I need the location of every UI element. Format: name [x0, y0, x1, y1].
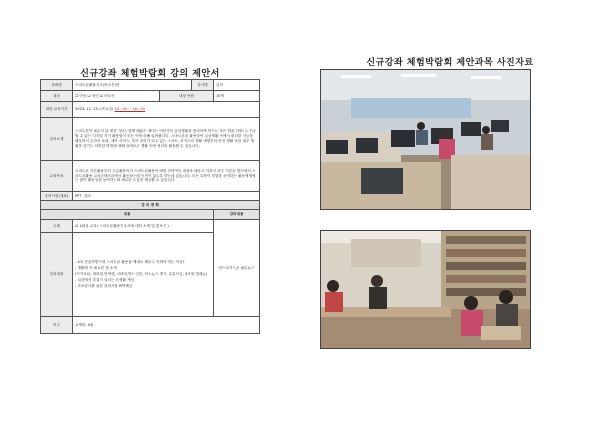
classroom-photo [320, 69, 531, 210]
details-label: 강의내용 [41, 233, 73, 317]
details-line: - 4차 산업혁명시대 스마트폰 활용을 제대로 배우고 익혀야 하는 이유? [75, 260, 185, 265]
goal-label: 교육목표 [41, 161, 73, 192]
datetime-time: 14 : 00 ~ 16 : 00 [114, 107, 146, 112]
content-header: 내용 [41, 210, 214, 220]
intro-label: 강의소개 [41, 118, 73, 161]
photo-page [300, 0, 600, 424]
goal-text: 스마트폰 기본활용부터 고급활용까지 스마트폰활용이 매번 전략적인 내용을 배우고 익혀서 평주 기본된 방식에서 스마트폰활용 교육콘텐츠리에서 활동하는데 승격이 없도록 하는데 있습니다. 모든 특정이 경험을 준비하는 활동에게에는 많이 활동성을 높여하는데 새로운 도움을 제공할 수 있습니다. [73, 161, 260, 192]
details-line: - 초보강사를 위한 강의사용 PPT제공 [75, 283, 133, 288]
datetime-label: 희망 교육기간 [41, 102, 73, 118]
datetime-value: 2023. 11. 20. (목요일) [75, 107, 114, 112]
proposal-title: 신규강좌 체험박람회 강의 제안서 [80, 69, 220, 79]
library-photo [320, 230, 531, 349]
prep-value: 안드로이드폰 필수요구 [214, 220, 260, 317]
note-label: 비고 [41, 317, 73, 334]
materials-value: PPT, 강의 [73, 192, 260, 201]
note-value: 교재비: 0원 [73, 317, 260, 334]
count-label: 대상 인원 [160, 91, 214, 102]
plan-header: 강 의 계 획 [41, 201, 260, 210]
materials-label: 준비사항(재료) [41, 192, 73, 201]
topic-value: ☑ 1회차 교육( 스마트폰활용기초사에 대한 소개 및 맛보기 ) [73, 220, 214, 233]
target-label: 대상 [41, 91, 73, 102]
details-line: - 일상에서 즐겁기 살리는 폰생활 게임 [75, 277, 135, 282]
topic-label: 주제 [41, 220, 73, 233]
details-line: (카카오티, 대화형 번역앱, 모바일캐스 인증, 아스뉴스 게시, 유튜브등, 3조형 앱메뉴) [75, 272, 208, 277]
photo-page-title: 신규강좌 체험박람회 제안과목 사진자료 [366, 58, 534, 68]
intro-text: 스마트폰이 필수가 된 세상, 당신, 함께 배워도 재미는 어딘가?! 일상생활을 편리하게 만드는 작은 앱을 다양! 누구나 할 수 있는 디지털 기기 활용법이 모든 이에 의해 알려줍니다. 스마트폰을 활용하여 일상생활 속에서 편리한 기능을 배우며서 온라인 쇼핑, 예약 서비스, 톡이 준비가 되고 있는 스마트, 포커스의 생활 예방부터 안전 생활 또한 매우 생활을 즐기는 다양한 방법에 대해 알려보고 생활 속에 정석의 활용할 수 있습니다. [73, 118, 260, 161]
datetime-cell [73, 102, 260, 118]
course-value: 스마트폰활용기초(어르신)반 [73, 80, 192, 91]
prep-header: 강의내용 [214, 210, 260, 220]
target-checkboxes: ☐ 아동 ☑ 성인 ☑ 어르신 [73, 91, 160, 102]
details-list [73, 233, 214, 317]
count-value: 10명 [214, 91, 260, 102]
course-label: 강좌명 [41, 80, 73, 91]
instructor-label: 강사명 [192, 80, 214, 91]
proposal-form-table [40, 79, 260, 334]
details-line: - 생활에 꼭 필요한 앱 소개 [75, 266, 117, 271]
instructor-value: 김씨 [214, 80, 260, 91]
